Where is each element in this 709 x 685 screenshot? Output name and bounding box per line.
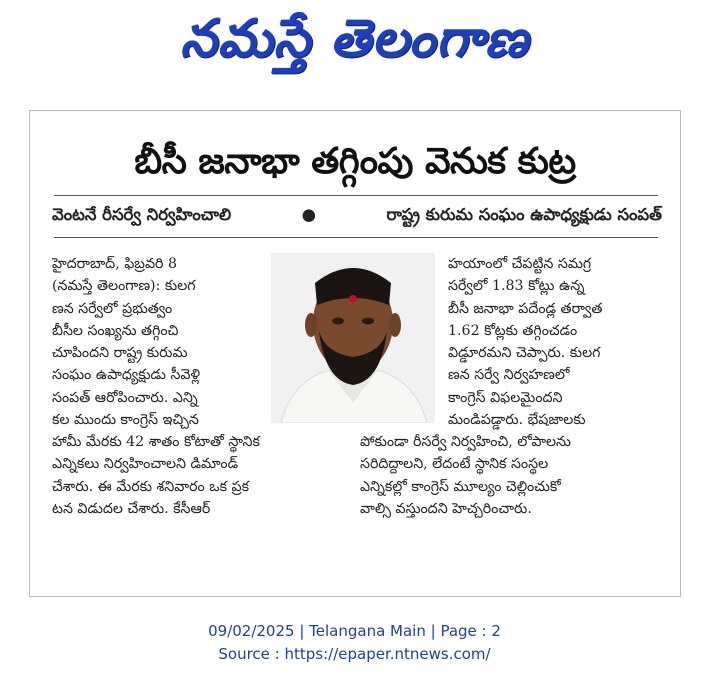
article-line: సంపత్ ఆరోపించారు. ఎన్ని: [52, 389, 198, 406]
subhead-left: వెంటనే రీసర్వే నిర్వహించాలి: [52, 205, 232, 224]
subhead-right: రాష్ట్ర కురుమ సంఘం ఉపాధ్యక్షుడు సంపత్: [386, 205, 662, 224]
divider-bottom: [54, 237, 658, 238]
article-line: (నమస్తే తెలంగాణ): కులగ: [52, 278, 196, 295]
article-subhead: [52, 205, 662, 228]
masthead: [0, 4, 709, 86]
divider-top: [54, 195, 658, 196]
column-right-top: [448, 253, 662, 431]
article-line: సంఘం ఉపాధ్యక్షుడు సీవెళ్లి: [52, 367, 201, 384]
masthead-logo: నమస్తే తెలంగాణ: [180, 8, 529, 69]
article-line: టన విడుదల చేశారు. కేసీఆర్: [52, 500, 211, 517]
article-headline: బీసీ జనాభా తగ్గింపు వెనుక కుట్ర: [134, 141, 576, 182]
article-line: కాంగ్రెస్ విఫలమైందని: [448, 389, 563, 406]
article-line: హయాంలో చేపట్టిన సమగ్ర: [448, 256, 592, 272]
article-line: వాల్సి వస్తుందని హెచ్చరించారు.: [360, 500, 532, 517]
article-line: ణన సర్వేలో ప్రభుత్వం: [52, 300, 173, 317]
article-line: ఎన్నికలు నిర్వహించాలని డిమాండ్: [52, 456, 239, 473]
footer-source-link: Source : https://epaper.ntnews.com/: [218, 645, 491, 663]
article-line: ఎన్నికల్లో కాంగ్రెస్ మూల్యం చెల్లించుకో: [360, 478, 561, 495]
column-left-bottom: [52, 431, 352, 520]
article-line: పోకుండా రీసర్వే నిర్వహించి, లోపాలను: [360, 434, 571, 450]
portrait-photo: [271, 253, 435, 423]
article-line: బీసీల సంఖ్యను తగ్గించి: [52, 322, 179, 339]
article-line: హైదరాబాద్, ఫిబ్రవరి 8: [52, 256, 177, 272]
article-line: చేశారు. ఈ మేరకు శనివారం ఒక ప్రక: [52, 478, 250, 495]
article-line: సర్వేలో 1.83 కోట్లు ఉన్న: [448, 278, 585, 295]
article-line: కల ముందు కాంగ్రెస్ ఇచ్చిన: [52, 412, 199, 429]
column-right-bottom: [360, 431, 662, 520]
article-line: హామీ మేరకు 42 శాతం కోటాతో స్థానిక: [52, 434, 260, 450]
article-line: చూపిందని రాష్ట్ర కురుమ: [52, 345, 188, 362]
article-line: బీసీ జనాభా పదేండ్ల తర్వాత: [448, 300, 603, 317]
footer-edition-info: 09/02/2025 | Telangana Main | Page : 2: [208, 622, 501, 640]
column-left-top: [52, 253, 262, 431]
article-line: ణన సర్వే నిర్వహణలో: [448, 367, 570, 384]
article-line: సరిదిద్దాలని, లేదంటే స్థానిక సంస్థల: [360, 456, 549, 473]
bullet-icon: ●: [301, 205, 317, 224]
article-line: మండిపడ్డారు. భేషజాలకు: [448, 412, 586, 429]
news-clipping: [29, 110, 681, 597]
article-line: విడ్డూరమని చెప్పారు. కులగ: [448, 345, 601, 362]
article-line: 1.62 కోట్లకు తగ్గించడం: [448, 322, 578, 339]
